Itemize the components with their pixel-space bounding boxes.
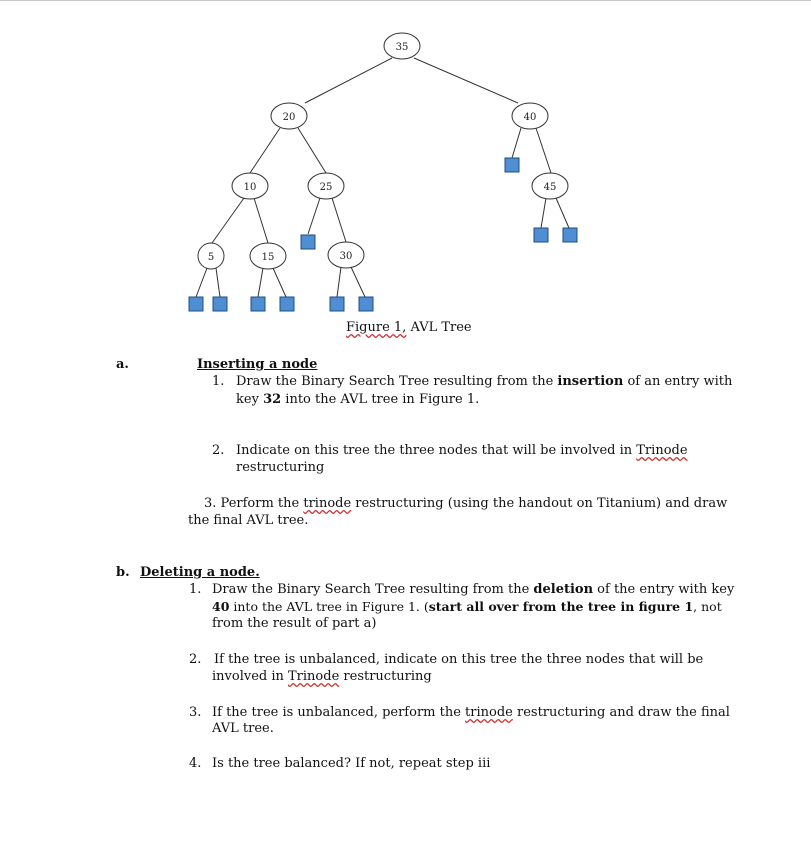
edge-25-leaf (308, 198, 320, 234)
edge-35-20 (305, 58, 392, 103)
leaf-square (563, 228, 577, 242)
part-b-letter: b. (116, 565, 130, 580)
bold-text: 32 (263, 392, 282, 407)
leaf-square (359, 297, 373, 311)
part-b-item1-number: 1. (189, 582, 202, 597)
edge-10-5 (212, 198, 244, 243)
figure-caption (346, 320, 472, 335)
edge-5-leaf-l (196, 268, 207, 297)
node-label: 15 (261, 252, 275, 263)
edge-40-leaf (512, 128, 521, 158)
part-b-item4-number: 4. (189, 756, 202, 771)
text: of the entry with key (593, 582, 735, 597)
edge-40-45 (536, 128, 551, 173)
part-b-item2-number: 2. (189, 652, 202, 667)
part-b-item2-line1: If the tree is unbalanced, indicate on this tree the three nodes that will be (214, 652, 704, 667)
leaf-square (280, 297, 294, 311)
text: Indicate on this tree the three nodes that will be involved in (236, 443, 637, 458)
part-b-item1-line1 (212, 581, 734, 598)
leaf-square (505, 158, 519, 172)
edge-20-10 (250, 128, 280, 173)
part-a-item1-line2 (236, 391, 479, 408)
text: restructuring (339, 669, 432, 684)
edge-45-leaf-l (541, 198, 546, 228)
part-b-item3-number: 3. (189, 705, 202, 720)
text: restructuring (using the handout on Titanium) and draw (351, 496, 728, 511)
bold-text: 40 (212, 599, 230, 614)
text: 3. Perform the (204, 496, 304, 511)
text: into the AVL tree in Figure 1. (281, 392, 480, 407)
edge-45-leaf-r (556, 198, 569, 228)
part-a-item3-line1 (204, 495, 727, 512)
misspelled-word: Trinode (288, 669, 340, 684)
edge-5-leaf-r (216, 268, 220, 297)
tree-nodes (198, 33, 568, 269)
part-a-item2-number: 2. (212, 443, 225, 458)
node-label: 45 (543, 182, 557, 193)
edge-30-leaf-r (351, 267, 365, 297)
text: key (236, 392, 264, 407)
bold-text: start all over from the tree in figure 1 (428, 599, 694, 614)
part-a-item2-line1 (236, 442, 688, 459)
part-a-heading: Inserting a node (197, 357, 318, 372)
part-a-item1-number: 1. (212, 374, 225, 389)
part-b-heading: Deleting a node. (140, 565, 260, 580)
leaf-square (213, 297, 227, 311)
node-label: 40 (523, 112, 537, 123)
edge-25-30 (332, 198, 346, 242)
bold-text: deletion (533, 582, 594, 597)
misspelled-word: trinode (465, 705, 513, 720)
misspelled-word: Trinode (636, 443, 688, 458)
edge-15-leaf-r (273, 268, 286, 297)
caption-label: Figure 1, (346, 320, 407, 335)
text: If the tree is unbalanced, perform the (212, 705, 466, 720)
edge-20-25 (298, 128, 326, 173)
text: Draw the Binary Search Tree resulting from the (212, 582, 534, 597)
leaf-square (534, 228, 548, 242)
avl-tree-figure (0, 0, 811, 320)
part-b-item4-text: Is the tree balanced? If not, repeat step iii (212, 756, 491, 771)
part-b-item1-line3: from the result of part a) (212, 616, 377, 631)
edge-15-leaf-l (258, 268, 263, 297)
node-label: 20 (282, 112, 296, 123)
text: , not (693, 599, 722, 614)
node-label: 5 (207, 252, 215, 263)
text: into the AVL tree in Figure 1. ( (229, 599, 429, 614)
leaf-square (251, 297, 265, 311)
text: involved in (212, 669, 289, 684)
bold-text: insertion (557, 374, 624, 389)
part-b-item1-line2 (212, 598, 722, 615)
leaf-square (330, 297, 344, 311)
misspelled-word: trinode (303, 496, 352, 511)
part-a-item3-line2: the final AVL tree. (188, 513, 309, 528)
node-label: 30 (339, 251, 353, 262)
node-label: 10 (243, 182, 257, 193)
edge-35-40 (414, 58, 518, 103)
text: of an entry with (623, 374, 733, 389)
part-a-item2-line2: restructuring (236, 460, 325, 475)
edge-10-15 (254, 198, 268, 243)
text: restructuring and draw the final (512, 705, 730, 720)
part-a-letter: a. (116, 357, 129, 372)
part-a-item1-line1 (236, 373, 732, 390)
caption-rest: AVL Tree (406, 320, 472, 335)
text: Draw the Binary Search Tree resulting from the (236, 374, 558, 389)
node-label: 25 (319, 182, 333, 193)
leaf-square (301, 235, 315, 249)
part-b-item2-line2 (212, 668, 432, 685)
part-b-item3-line2: AVL tree. (212, 721, 274, 736)
part-b-item3-line1 (212, 704, 730, 721)
node-label: 35 (395, 42, 409, 53)
edge-30-leaf-l (337, 267, 341, 297)
node-labels (208, 42, 557, 263)
leaf-square (189, 297, 203, 311)
